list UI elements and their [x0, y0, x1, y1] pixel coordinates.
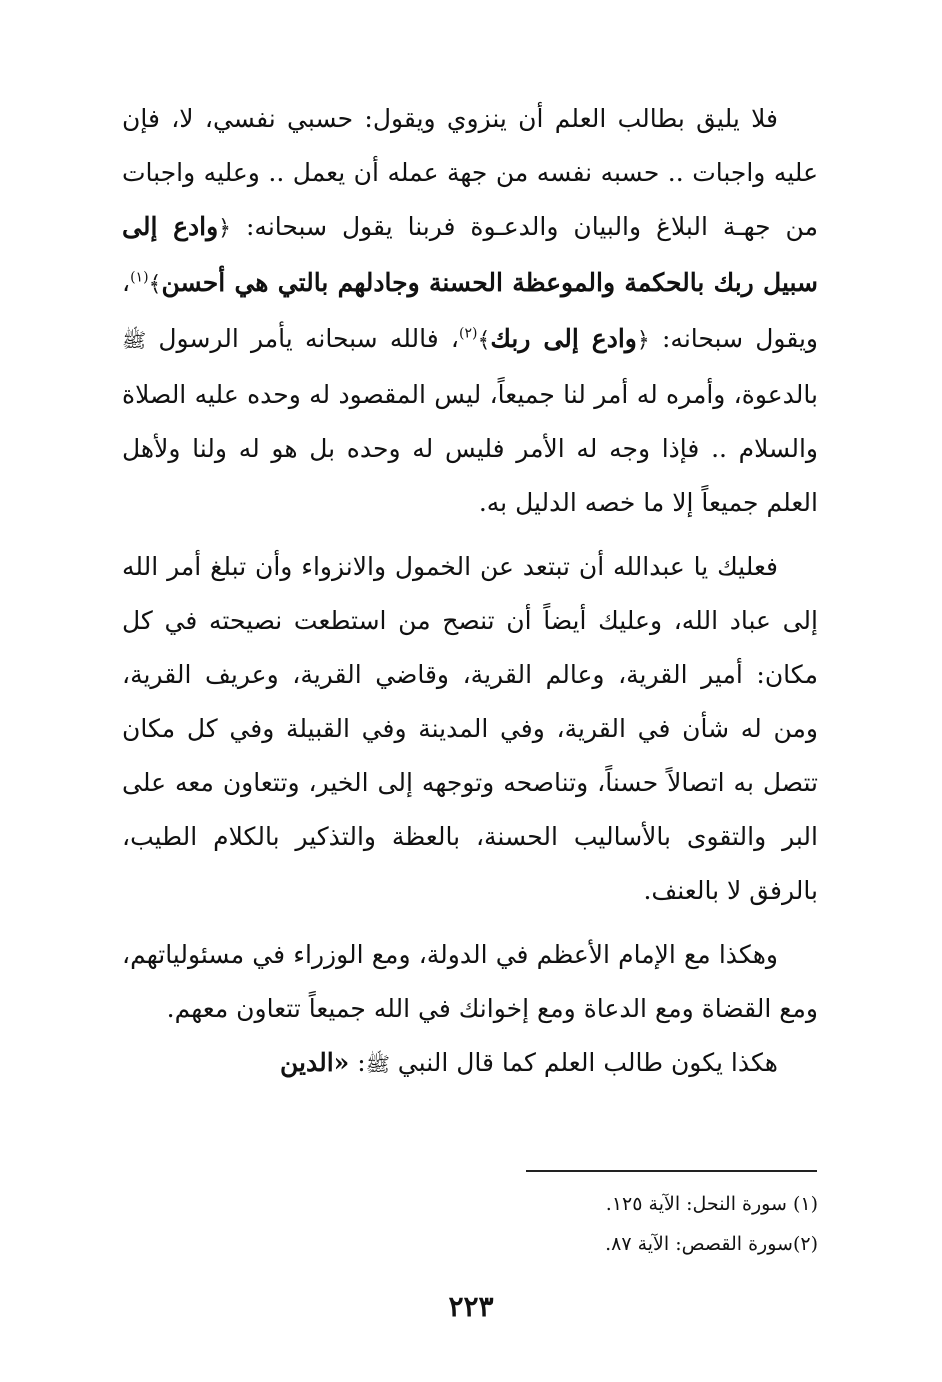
text-run: :	[349, 1048, 366, 1077]
text-run: بالدعوة، وأمره له أمر لنا جميعاً، ليس المقصود له وحده عليه الصلاة والسلام .. فإذا وجه له الأمر فليس له وحده بل هو له ولنا ولأهل العلم جميعاً إلا ما خصه الدليل به.	[122, 380, 818, 517]
ornate-bracket-close: ﴾	[477, 328, 491, 353]
text-run: فلا يليق بطالب العلم أن ينزوي ويقول: حسبي نفسي، لا، فإن عليه واجبات .. حسبه نفسه من جهة عمله أن يعمل .. وعليه واجبات من جهـة البلاغ والبيان والدعـوة فربنا يقول سبحانه:	[122, 104, 818, 241]
quran-verse-2	[477, 324, 649, 353]
ornate-bracket-close: ﴾	[148, 272, 162, 297]
hadith-start: «الدين	[280, 1048, 350, 1077]
footnote-divider	[526, 1170, 817, 1172]
main-text	[122, 92, 818, 1101]
paragraph-1	[122, 92, 818, 530]
text-run: هكذا يكون طالب العلم كما قال النبي	[389, 1048, 778, 1077]
footnote-2: (٢)سورة القصص: الآية ٨٧.	[605, 1233, 818, 1255]
footnote-ref-1: (١)	[130, 269, 149, 286]
page-number: ٢٢٣	[448, 1290, 494, 1323]
ornate-bracket-open: ﴿	[636, 328, 650, 353]
paragraph-4	[122, 1036, 818, 1091]
quran-verse-text: وادع إلى سبيل ربك بالحكمة والموعظة الحسنة وجادلهم بالتي هي أحسن	[122, 212, 818, 297]
text-run: ، فالله سبحانه يأمر الرسول	[146, 324, 459, 353]
footnote-ref-2: (٢)	[458, 325, 478, 342]
quran-verse-text: وادع إلى ربك	[490, 324, 637, 353]
salutation-glyph: ﷺ	[365, 1052, 390, 1076]
paragraph-2: فعليك يا عبدالله أن تبتعد عن الخمول والانزواء وأن تبلغ أمر الله إلى عباد الله، وعليك أيضاً أن تنصح من استطعت نصيحته في كل مكان: أمير القرية، وعالم القرية، وقاضي القرية، وعريف القرية، ومن له شأن في القرية، وفي المدينة وفي القبيلة وفي كل مكان تتصل به اتصالاً حسناً، وتناصحه وتوجهه إلى الخير، وتتعاون معه على البر والتقوى بالأساليب الحسنة، بالعظة والتذكير بالكلام الطيب، بالرفق لا بالعنف.	[122, 552, 818, 905]
ornate-bracket-open: ﴿	[218, 216, 232, 241]
salutation-glyph: ﷺ	[122, 328, 147, 352]
footnote-1: (١) سورة النحل: الآية ١٢٥.	[605, 1193, 818, 1215]
footnotes	[418, 1184, 818, 1264]
paragraph-3: وهكذا مع الإمام الأعظم في الدولة، ومع الوزراء في مسئولياتهم، ومع القضاة ومع الدعاة ومع إخوانك في الله جميعاً تتعاون معهم.	[122, 940, 818, 1023]
text-run: ، ويقول سبحانه:	[122, 268, 818, 353]
